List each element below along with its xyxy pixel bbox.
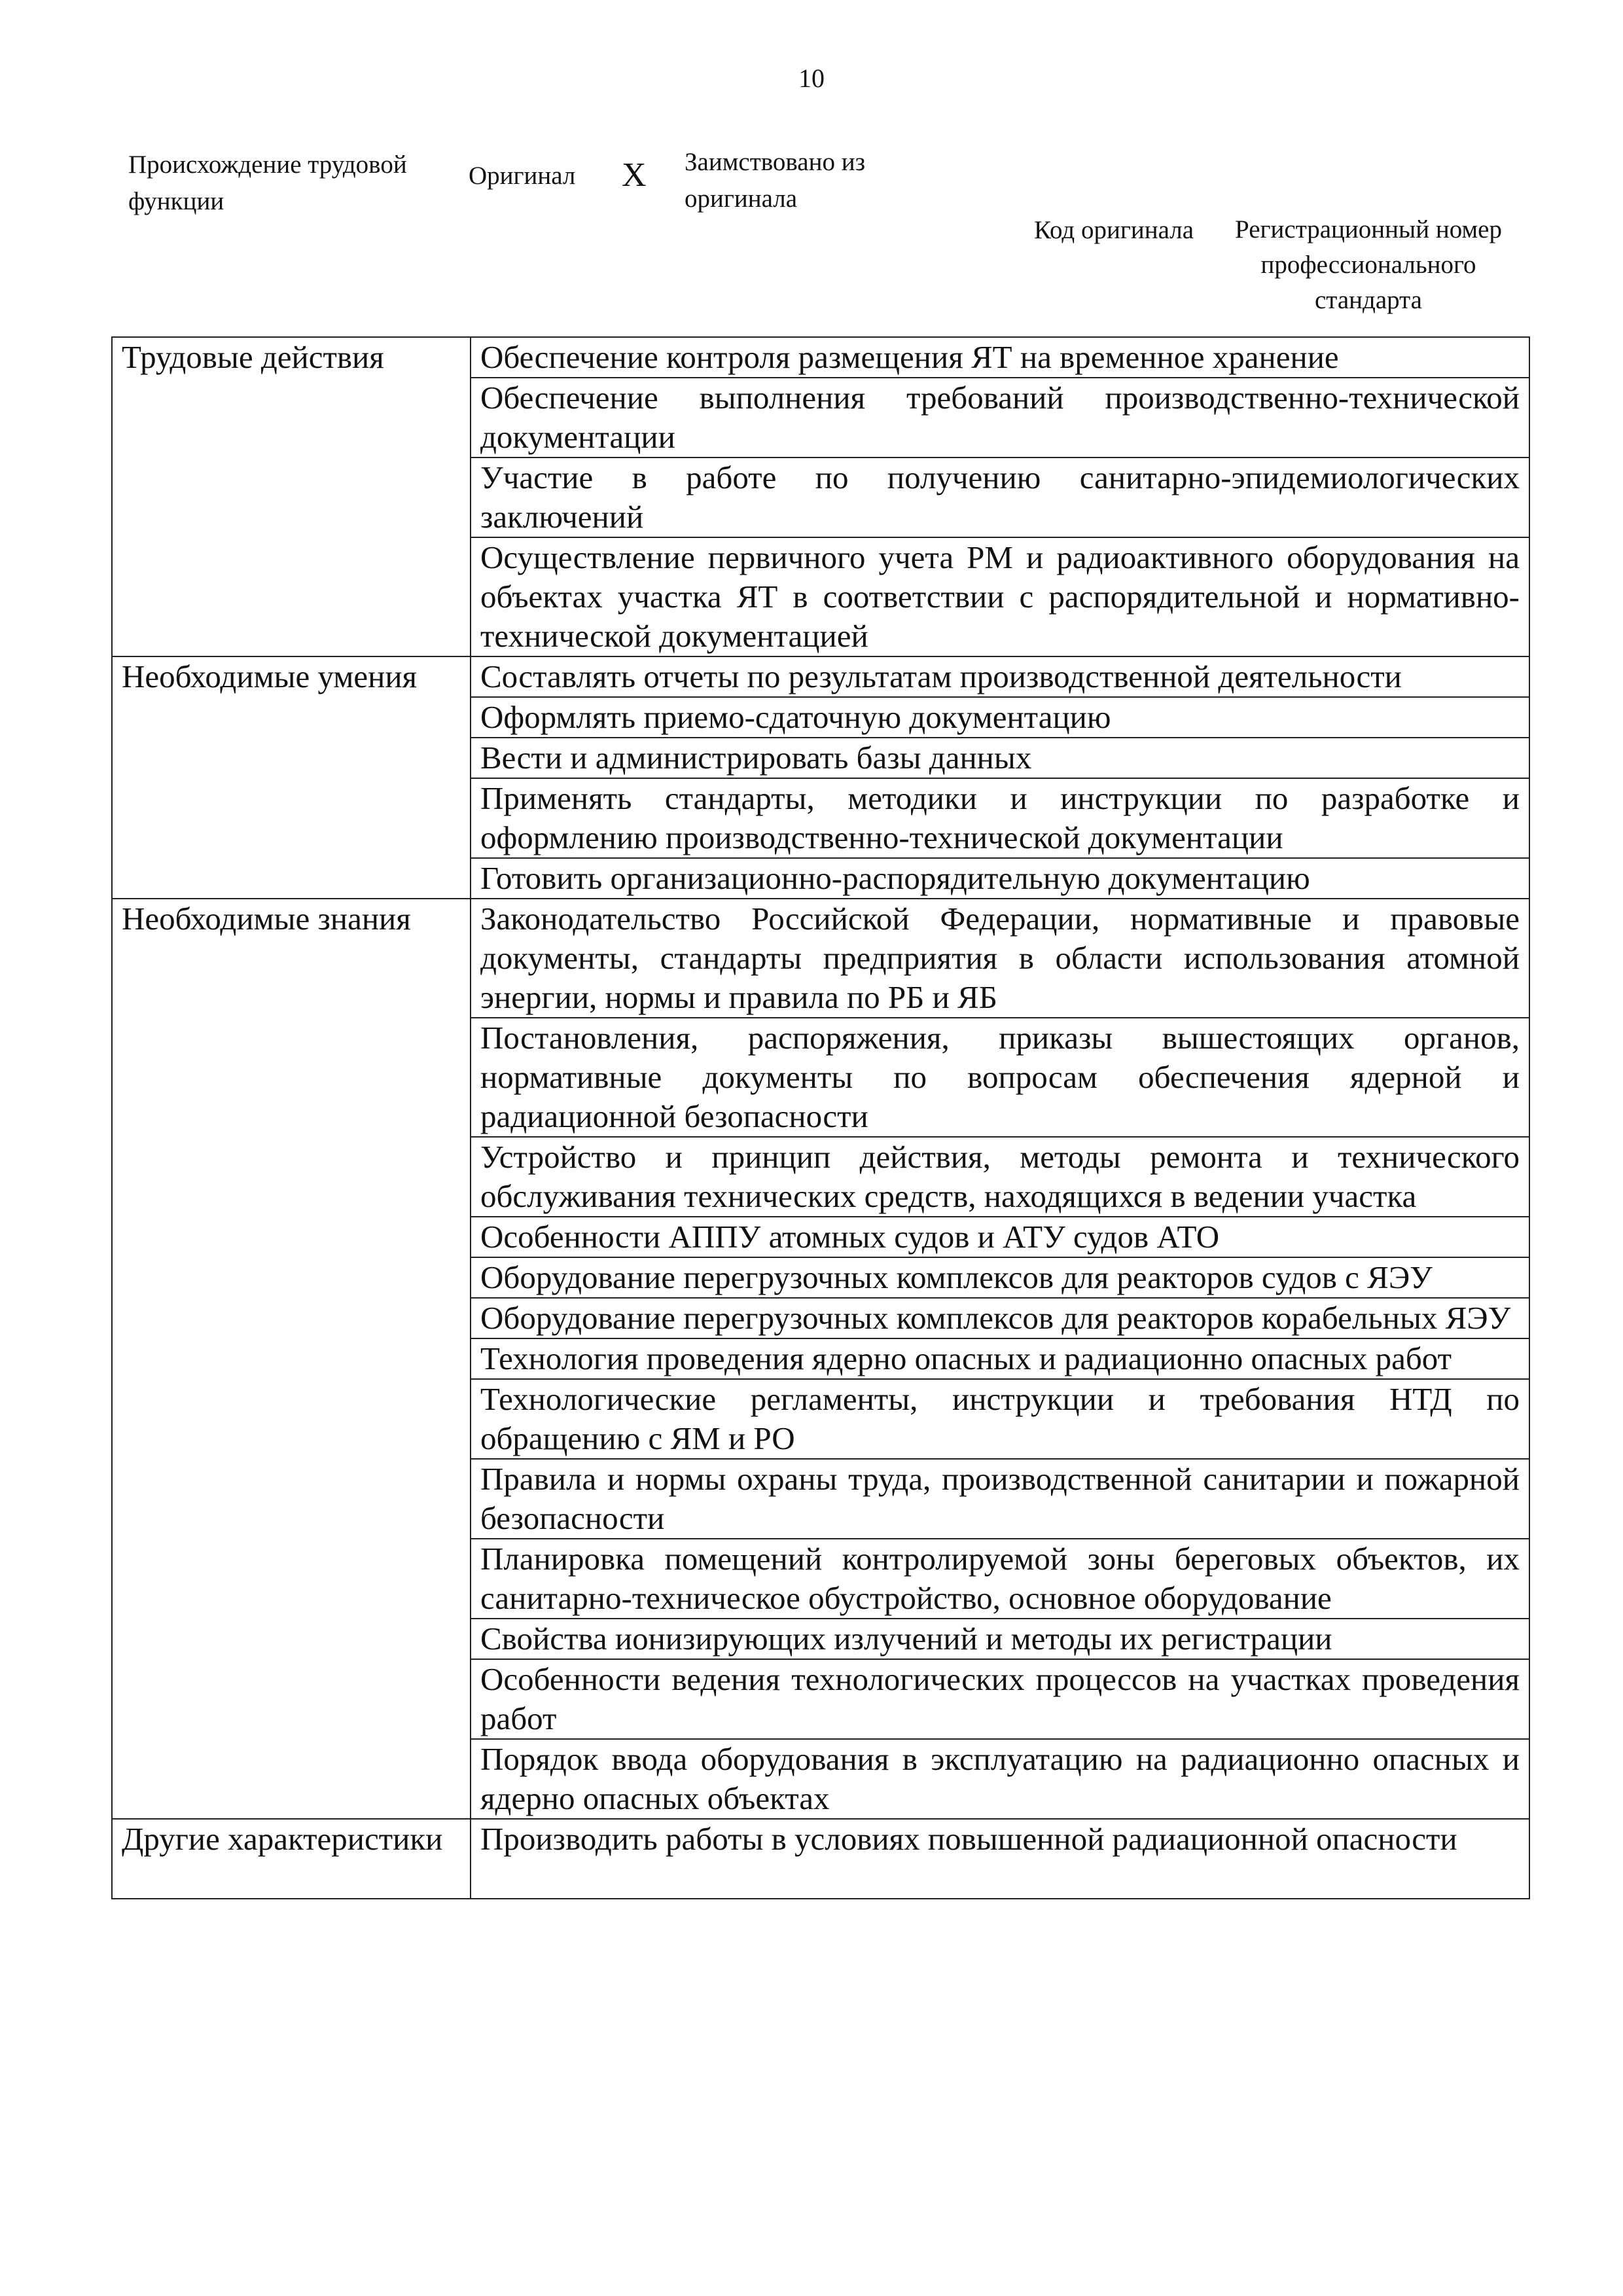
table-cell: Производить работы в условиях повышенной радиационной опасности xyxy=(471,1819,1529,1899)
table-cell: Осуществление первичного учета РМ и радиоактивного оборудования на объектах участка ЯТ в соответствии с распорядительной и нормативно-технической документацией xyxy=(471,537,1529,656)
table-cell: Особенности ведения технологических процессов на участках проведения работ xyxy=(471,1659,1529,1739)
original-mark: X xyxy=(622,156,647,194)
table-cell: Технологические регламенты, инструкции и требования НТД по обращению с ЯМ и РО xyxy=(471,1379,1529,1459)
table-row xyxy=(112,337,1529,378)
section-heading: Необходимые умения xyxy=(112,656,471,899)
table-cell: Устройство и принцип действия, методы ремонта и технического обслуживания технических средств, находящихся в ведении участка xyxy=(471,1137,1529,1217)
table-cell: Планировка помещений контролируемой зоны береговых объектов, их санитарно-техническое обустройство, основное оборудование xyxy=(471,1539,1529,1619)
table-cell: Готовить организационно-распорядительную документацию xyxy=(471,858,1529,899)
table-row xyxy=(112,899,1529,1018)
table-cell: Вести и администрировать базы данных xyxy=(471,738,1529,778)
table-row xyxy=(112,1819,1529,1899)
table-cell: Постановления, распоряжения, приказы вышестоящих органов, нормативные документы по вопросам обеспечения ядерной и радиационной безопасности xyxy=(471,1018,1529,1137)
page-number: 10 xyxy=(798,63,825,93)
table-cell: Порядок ввода оборудования в эксплуатацию на радиационно опасных и ядерно опасных объектах xyxy=(471,1739,1529,1819)
table-cell: Обеспечение выполнения требований производственно-технической документации xyxy=(471,378,1529,457)
reg-number-label: Регистрационный номер профессионального стандарта xyxy=(1235,215,1502,314)
function-table xyxy=(111,336,1530,1899)
table-cell: Применять стандарты, методики и инструкции по разработке и оформлению производственно-технической документации xyxy=(471,778,1529,858)
code-original-label: Код оригинала xyxy=(1033,216,1194,244)
table-cell: Технология проведения ядерно опасных и радиационно опасных работ xyxy=(471,1338,1529,1379)
table-cell: Оборудование перегрузочных комплексов для реакторов судов с ЯЭУ xyxy=(471,1257,1529,1298)
table-cell: Составлять отчеты по результатам производственной деятельности xyxy=(471,656,1529,697)
table-cell: Особенности АППУ атомных судов и АТУ судов АТО xyxy=(471,1217,1529,1257)
table-cell: Обеспечение контроля размещения ЯТ на временное хранение xyxy=(471,337,1529,378)
table-cell: Оформлять приемо-сдаточную документацию xyxy=(471,697,1529,738)
table-cell: Участие в работе по получению санитарно-эпидемиологических заключений xyxy=(471,457,1529,537)
original-label: Оригинал xyxy=(469,162,576,190)
section-heading: Необходимые знания xyxy=(112,899,471,1819)
table-cell: Свойства ионизирующих излучений и методы их регистрации xyxy=(471,1619,1529,1659)
table-row xyxy=(112,656,1529,697)
section-heading: Другие характеристики xyxy=(112,1819,471,1899)
table-cell: Законодательство Российской Федерации, нормативные и правовые документы, стандарты предприятия в области использования атомной энергии, нормы и правила по РБ и ЯБ xyxy=(471,899,1529,1018)
table-cell: Правила и нормы охраны труда, производственной санитарии и пожарной безопасности xyxy=(471,1459,1529,1539)
borrowed-label: Заимствовано из оригинала xyxy=(685,148,866,213)
table-cell: Оборудование перегрузочных комплексов для реакторов корабельных ЯЭУ xyxy=(471,1298,1529,1338)
section-heading: Трудовые действия xyxy=(112,337,471,656)
origin-label: Происхождение трудовой функции xyxy=(128,151,407,215)
